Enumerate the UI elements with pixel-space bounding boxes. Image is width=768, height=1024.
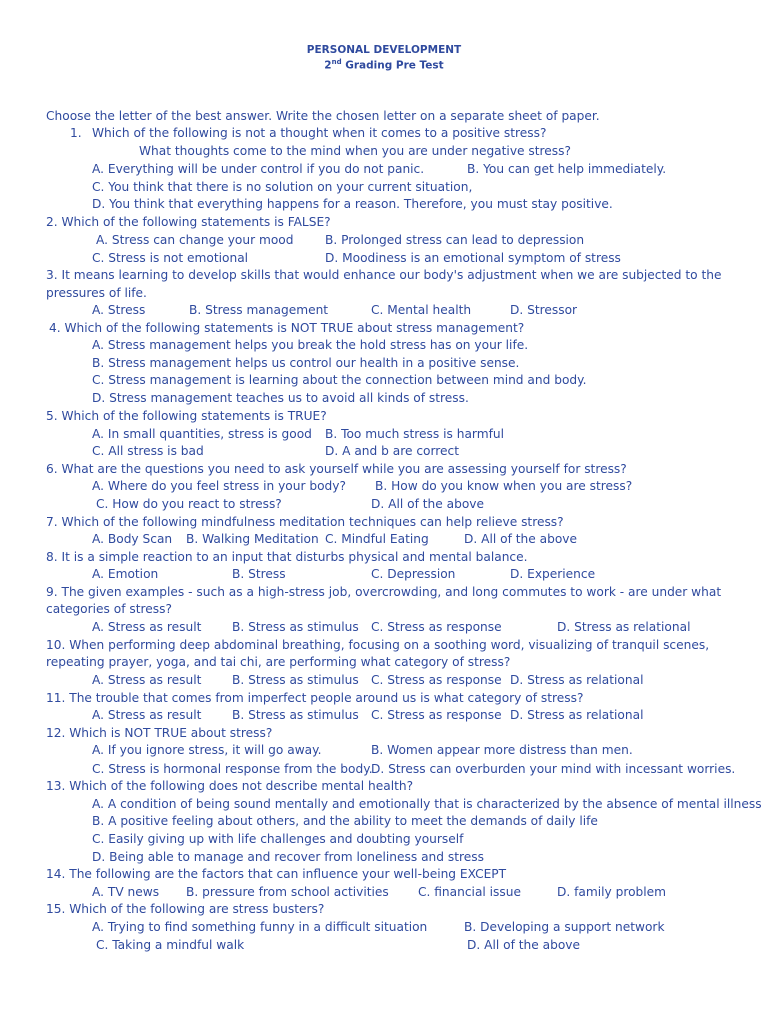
q9-option-b: B. Stress as stimulus <box>232 620 359 634</box>
q12-option-d: D. Stress can overburden your mind with incessant worries. <box>371 762 736 776</box>
q7-option-b: B. Walking Meditation <box>186 532 319 546</box>
q5-question: 5. Which of the following statements is TRUE? <box>46 409 327 423</box>
q4-option-c: C. Stress management is learning about the connection between mind and body. <box>92 373 587 387</box>
q10-option-a: A. Stress as result <box>92 673 202 687</box>
q5-option-b: B. Too much stress is harmful <box>325 427 504 441</box>
q14-option-b: B. pressure from school activities <box>186 885 389 899</box>
q3-question-line1: 3. It means learning to develop skills that would enhance our body's adjustment when we are subjected to the <box>46 268 722 282</box>
q8-option-c: C. Depression <box>371 567 456 581</box>
subtitle-number: 2 <box>324 59 332 72</box>
subtitle-superscript: nd <box>331 58 342 66</box>
q11-question: 11. The trouble that comes from imperfect people around us is what category of stress? <box>46 691 584 705</box>
q5-option-a: A. In small quantities, stress is good <box>92 427 312 441</box>
q13-option-d: D. Being able to manage and recover from loneliness and stress <box>92 850 484 864</box>
q9-question-line1: 9. The given examples - such as a high-stress job, overcrowding, and long commutes to work - are under what <box>46 585 722 599</box>
q6-option-c: C. How do you react to stress? <box>96 497 282 511</box>
q8-option-b: B. Stress <box>232 567 286 581</box>
q3-option-a: A. Stress <box>92 303 146 317</box>
document-title: PERSONAL DEVELOPMENT <box>306 44 462 56</box>
q2-option-b: B. Prolonged stress can lead to depression <box>325 233 585 247</box>
q10-question-line1: 10. When performing deep abdominal breathing, focusing on a soothing word, visualizing of tranquil scenes, <box>46 638 710 652</box>
q13-option-c: C. Easily giving up with life challenges and doubting yourself <box>92 832 464 846</box>
q4-option-a: A. Stress management helps you break the hold stress has on your life. <box>92 338 529 352</box>
q10-question-line2: repeating prayer, yoga, and tai chi, are performing what category of stress? <box>46 655 511 669</box>
q12-option-c: C. Stress is hormonal response from the body. <box>92 762 373 776</box>
q14-option-d: D. family problem <box>557 885 667 899</box>
q5-option-c: C. All stress is bad <box>92 444 204 458</box>
q2-option-d: D. Moodiness is an emotional symptom of stress <box>325 251 621 265</box>
instructions: Choose the letter of the best answer. Write the chosen letter on a separate sheet of paper. <box>46 109 600 123</box>
q1-option-d: D. You think that everything happens for a reason. Therefore, you must stay positive. <box>92 197 613 211</box>
q2-option-a: A. Stress can change your mood <box>96 233 294 247</box>
q6-option-a: A. Where do you feel stress in your body? <box>92 479 346 493</box>
q12-option-a: A. If you ignore stress, it will go away. <box>92 743 322 757</box>
q1-subquestion: What thoughts come to the mind when you are under negative stress? <box>139 144 571 158</box>
q7-option-d: D. All of the above <box>464 532 577 546</box>
q6-question: 6. What are the questions you need to ask yourself while you are assessing yourself for stress? <box>46 462 627 476</box>
q15-question: 15. Which of the following are stress busters? <box>46 902 325 916</box>
q6-option-b: B. How do you know when you are stress? <box>375 479 633 493</box>
q15-option-a: A. Trying to find something funny in a difficult situation <box>92 920 428 934</box>
subtitle-text: Grading Pre Test <box>341 59 444 72</box>
q4-question: 4. Which of the following statements is NOT TRUE about stress management? <box>49 321 525 335</box>
q3-option-c: C. Mental health <box>371 303 472 317</box>
q7-option-a: A. Body Scan <box>92 532 173 546</box>
q1-option-b: B. You can get help immediately. <box>467 162 667 176</box>
q14-question: 14. The following are the factors that can influence your well-being EXCEPT <box>46 867 507 881</box>
q1-question: Which of the following is not a thought when it comes to a positive stress? <box>92 126 547 140</box>
q9-option-c: C. Stress as response <box>371 620 502 634</box>
q5-option-d: D. A and b are correct <box>325 444 460 458</box>
q9-option-d: D. Stress as relational <box>557 620 691 634</box>
q9-question-line2: categories of stress? <box>46 602 172 616</box>
q13-option-b: B. A positive feeling about others, and the ability to meet the demands of daily life <box>92 814 598 828</box>
q12-option-b: B. Women appear more distress than men. <box>371 743 633 757</box>
q10-option-d: D. Stress as relational <box>510 673 644 687</box>
q8-option-d: D. Experience <box>510 567 596 581</box>
q2-question: 2. Which of the following statements is FALSE? <box>46 215 331 229</box>
q3-question-line2: pressures of life. <box>46 286 147 300</box>
q7-option-c: C. Mindful Eating <box>325 532 429 546</box>
q14-option-a: A. TV news <box>92 885 160 899</box>
q15-option-c: C. Taking a mindful walk <box>96 938 245 952</box>
q8-question: 8. It is a simple reaction to an input that disturbs physical and mental balance. <box>46 550 528 564</box>
q10-option-c: C. Stress as response <box>371 673 502 687</box>
q6-option-d: D. All of the above <box>371 497 484 511</box>
q11-option-d: D. Stress as relational <box>510 708 644 722</box>
q2-option-c: C. Stress is not emotional <box>92 251 249 265</box>
q1-option-c: C. You think that there is no solution on your current situation, <box>92 180 473 194</box>
q7-question: 7. Which of the following mindfulness meditation techniques can help relieve stress? <box>46 515 564 529</box>
q12-question: 12. Which is NOT TRUE about stress? <box>46 726 273 740</box>
q3-option-b: B. Stress management <box>189 303 329 317</box>
q14-option-c: C. financial issue <box>418 885 521 899</box>
document-subtitle <box>0 58 768 72</box>
q8-option-a: A. Emotion <box>92 567 159 581</box>
q11-option-a: A. Stress as result <box>92 708 202 722</box>
q13-question: 13. Which of the following does not describe mental health? <box>46 779 414 793</box>
q1-option-a: A. Everything will be under control if you do not panic. <box>92 162 425 176</box>
q15-option-b: B. Developing a support network <box>464 920 665 934</box>
q3-option-d: D. Stressor <box>510 303 578 317</box>
q11-option-c: C. Stress as response <box>371 708 502 722</box>
q9-option-a: A. Stress as result <box>92 620 202 634</box>
q11-option-b: B. Stress as stimulus <box>232 708 359 722</box>
q4-option-b: B. Stress management helps us control our health in a positive sense. <box>92 356 520 370</box>
q15-option-d: D. All of the above <box>467 938 580 952</box>
q4-option-d: D. Stress management teaches us to avoid all kinds of stress. <box>92 391 469 405</box>
q1-number: 1. <box>70 126 82 140</box>
q13-option-a: A. A condition of being sound mentally and emotionally that is characterized by the absence of mental illness <box>92 797 762 811</box>
q10-option-b: B. Stress as stimulus <box>232 673 359 687</box>
